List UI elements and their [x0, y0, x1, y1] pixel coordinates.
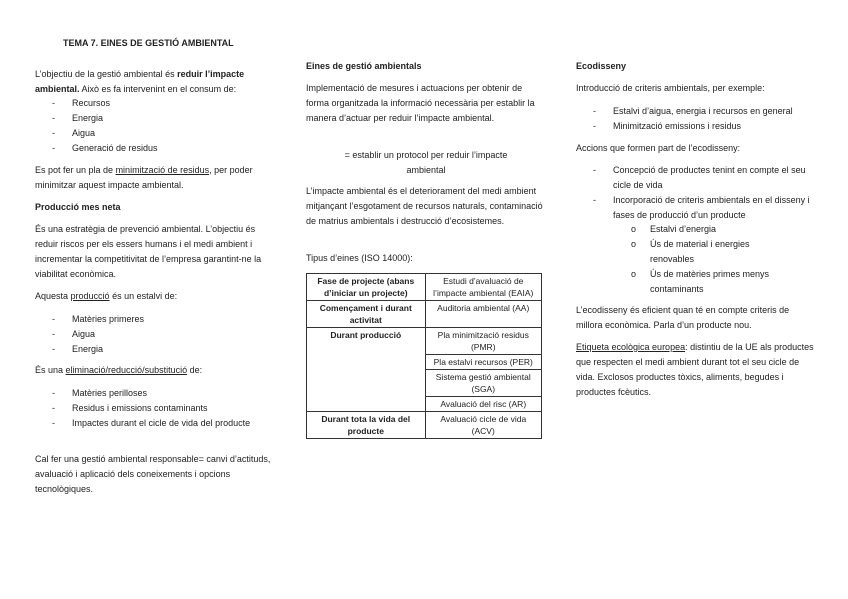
table-cell: Fase de projecte (abans d’iniciar un projecte): [307, 274, 426, 301]
list-item: - Estalvi d’aigua, energia i recursos en general: [576, 104, 821, 119]
table-cell: Començament i durant activitat: [307, 301, 426, 328]
table-row: [307, 274, 542, 301]
responsible-management-paragraph: Cal fer una gestió ambiental responsable= canvi d’actituds, avaluació i aplicació dels coneixements i opcions tecnològiques.: [35, 454, 271, 494]
tools-paragraph: Implementació de mesures i actuacions per obtenir de forma organitzada la informació necessària per establir la manera d’actuar per reduir l’impacte ambiental.: [306, 83, 535, 123]
list-item: o Ús de material i energies renovables: [613, 237, 793, 267]
list-item: - Residus i emissions contaminants: [35, 401, 272, 416]
table-row: [307, 412, 542, 439]
table-row: [307, 328, 542, 355]
list-item: - Recursos: [35, 96, 272, 111]
page-title: TEMA 7. EINES DE GESTIÓ AMBIENTAL: [63, 38, 234, 48]
list-item: - Incorporació de criteris ambientals en el disseny i fases de producció d’un producte: [576, 193, 811, 223]
table-cell: Avaluació cicle de vida (ACV): [425, 412, 542, 439]
cleaner-production-heading: Producció mes neta: [35, 202, 121, 212]
list-item: - Energia: [35, 342, 272, 357]
waste-plan-paragraph: Es pot fer un pla de minimització de residus, per poder minimitzar aquest impacte ambiental.: [35, 165, 253, 190]
protocol-paragraph: = establir un protocol per reduir l’impacte ambiental: [344, 150, 508, 175]
list-item: - Matèries perilloses: [35, 386, 272, 401]
tool-types-label: Tipus d’eines (ISO 14000):: [306, 253, 413, 263]
actions-list: [576, 163, 811, 223]
eco-label-paragraph: Etiqueta ecològica europea: distintiu de la UE als productes que respecten el medi ambient durant tot el seu cicle de vida. Exclosos productes tòxics, aliments, begudes i productes fcèutics.: [576, 342, 814, 397]
consumption-list: [35, 96, 272, 156]
table-cell: Pla estalvi recursos (PER): [425, 355, 542, 370]
criteria-list: [576, 104, 821, 134]
table-cell: Auditoria ambiental (AA): [425, 301, 542, 328]
list-item: o Estalvi d’energia: [613, 222, 793, 237]
list-item: o Ús de matèries primes menys contaminants: [613, 267, 793, 297]
list-item: - Matèries primeres: [35, 312, 272, 327]
table-cell: Estudi d’avaluació de l’impacte ambiental (EAIA): [425, 274, 542, 301]
savings-list: [35, 312, 272, 357]
actions-sublist: [613, 222, 793, 297]
efficiency-paragraph: L’ecodisseny és eficient quan té en compte criteris de millora econòmica. Parla d’un producte nou.: [576, 305, 790, 330]
elimination-list: [35, 386, 272, 431]
tools-heading: Eines de gestió ambientals: [306, 61, 422, 71]
list-item: - Impactes durant el cicle de vida del producte: [35, 416, 272, 431]
impact-paragraph: L’impacte ambiental és el deteriorament del medi ambient mitjançant l’esgotament de recursos naturals, contaminació de matrius ambientals i destrucció d’ecosistemes.: [306, 186, 543, 226]
criteria-paragraph: Introducció de criteris ambientals, per exemple:: [576, 83, 765, 93]
savings-paragraph: Aquesta producció és un estalvi de:: [35, 291, 178, 301]
table-cell: Durant producció: [307, 328, 426, 412]
list-item: - Aigua: [35, 126, 272, 141]
table-cell: Sistema gestió ambiental (SGA): [425, 370, 542, 397]
list-item: - Energia: [35, 111, 272, 126]
table-cell: Avaluació del risc (AR): [425, 397, 542, 412]
list-item: - Aigua: [35, 327, 272, 342]
tools-table: [306, 273, 542, 439]
actions-paragraph: Accions que formen part de l’ecodisseny:: [576, 143, 741, 153]
table-cell: Durant tota la vida del producte: [307, 412, 426, 439]
cleaner-production-paragraph: És una estratègia de prevenció ambiental. L’objectiu és reduir riscos per els essers humans i el medi ambient i incrementar la competitivitat de l’empresa garantint-ne la viabilitat econòmica.: [35, 224, 262, 279]
elimination-paragraph: És una eliminació/reducció/substitució de:: [35, 365, 203, 375]
list-item: - Minimització emissions i residus: [576, 119, 821, 134]
ecodesign-heading: Ecodisseny: [576, 61, 627, 71]
intro-paragraph: L’objectiu de la gestió ambiental és reduir l’impacte ambiental. Això es fa intervenint en el consum de:: [35, 69, 245, 94]
list-item: - Generació de residus: [35, 141, 272, 156]
list-item: - Concepció de productes tenint en compte el seu cicle de vida: [576, 163, 811, 193]
table-row: [307, 301, 542, 328]
table-cell: Pla minimització residus (PMR): [425, 328, 542, 355]
